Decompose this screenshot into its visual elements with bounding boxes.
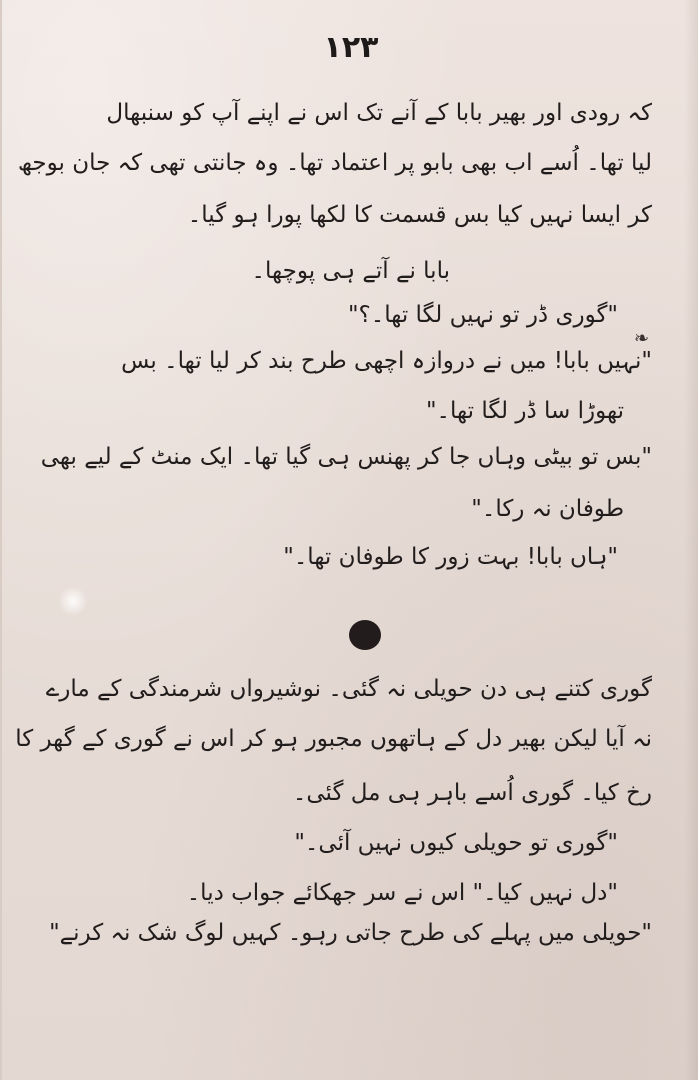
text-line: "حویلی میں پہلے کی طرح جاتی رہو۔ کہیں لوگ شک نہ کرنے" — [49, 920, 652, 946]
photo-glare — [58, 586, 88, 616]
text-line: "گوری تو حویلی کیوں نہیں آئی۔" — [294, 830, 618, 856]
text-line: "گوری ڈر تو نہیں لگا تھا۔؟" — [347, 302, 618, 328]
section-separator-dot — [349, 620, 381, 650]
text-line: گوری کتنے ہی دن حویلی نہ گئی۔ نوشیرواں شرمندگی کے مارے — [45, 676, 652, 702]
text-line: "نہیں بابا! میں نے دروازہ اچھی طرح بند کر لیا تھا۔ بس — [121, 348, 652, 374]
text-line: "دل نہیں کیا۔" اس نے سر جھکائے جواب دیا۔ — [186, 880, 618, 906]
text-line: لیا تھا۔ اُسے اب بھی بابو پر اعتماد تھا۔ وہ جانتی تھی کہ جان بوجھ — [17, 150, 652, 176]
margin-mark: ❧ — [634, 328, 650, 349]
text-line: کر ایسا نہیں کیا بس قسمت کا لکھا پورا ہو گیا۔ — [187, 202, 652, 228]
text-line: طوفان نہ رکا۔" — [471, 496, 624, 522]
page-number: ۱۲۳ — [323, 30, 379, 65]
text-line: رخ کیا۔ گوری اُسے باہر ہی مل گئی۔ — [292, 780, 652, 806]
text-line: کہ رودی اور بھیر بابا کے آنے تک اس نے اپنے آپ کو سنبھال — [106, 100, 652, 126]
text-line: "ہاں بابا! بہت زور کا طوفان تھا۔" — [283, 544, 618, 570]
text-line: تھوڑا سا ڈر لگا تھا۔" — [425, 398, 624, 424]
page-edge-shadow — [684, 0, 698, 1080]
text-line: نہ آیا لیکن بھیر دل کے ہاتھوں مجبور ہو کر اس نے گوری کے گھر کا — [15, 726, 652, 752]
text-line: بابا نے آتے ہی پوچھا۔ — [251, 258, 450, 284]
text-line: "بس تو بیٹی وہاں جا کر پھنس ہی گیا تھا۔ ایک منٹ کے لیے بھی — [40, 444, 652, 470]
